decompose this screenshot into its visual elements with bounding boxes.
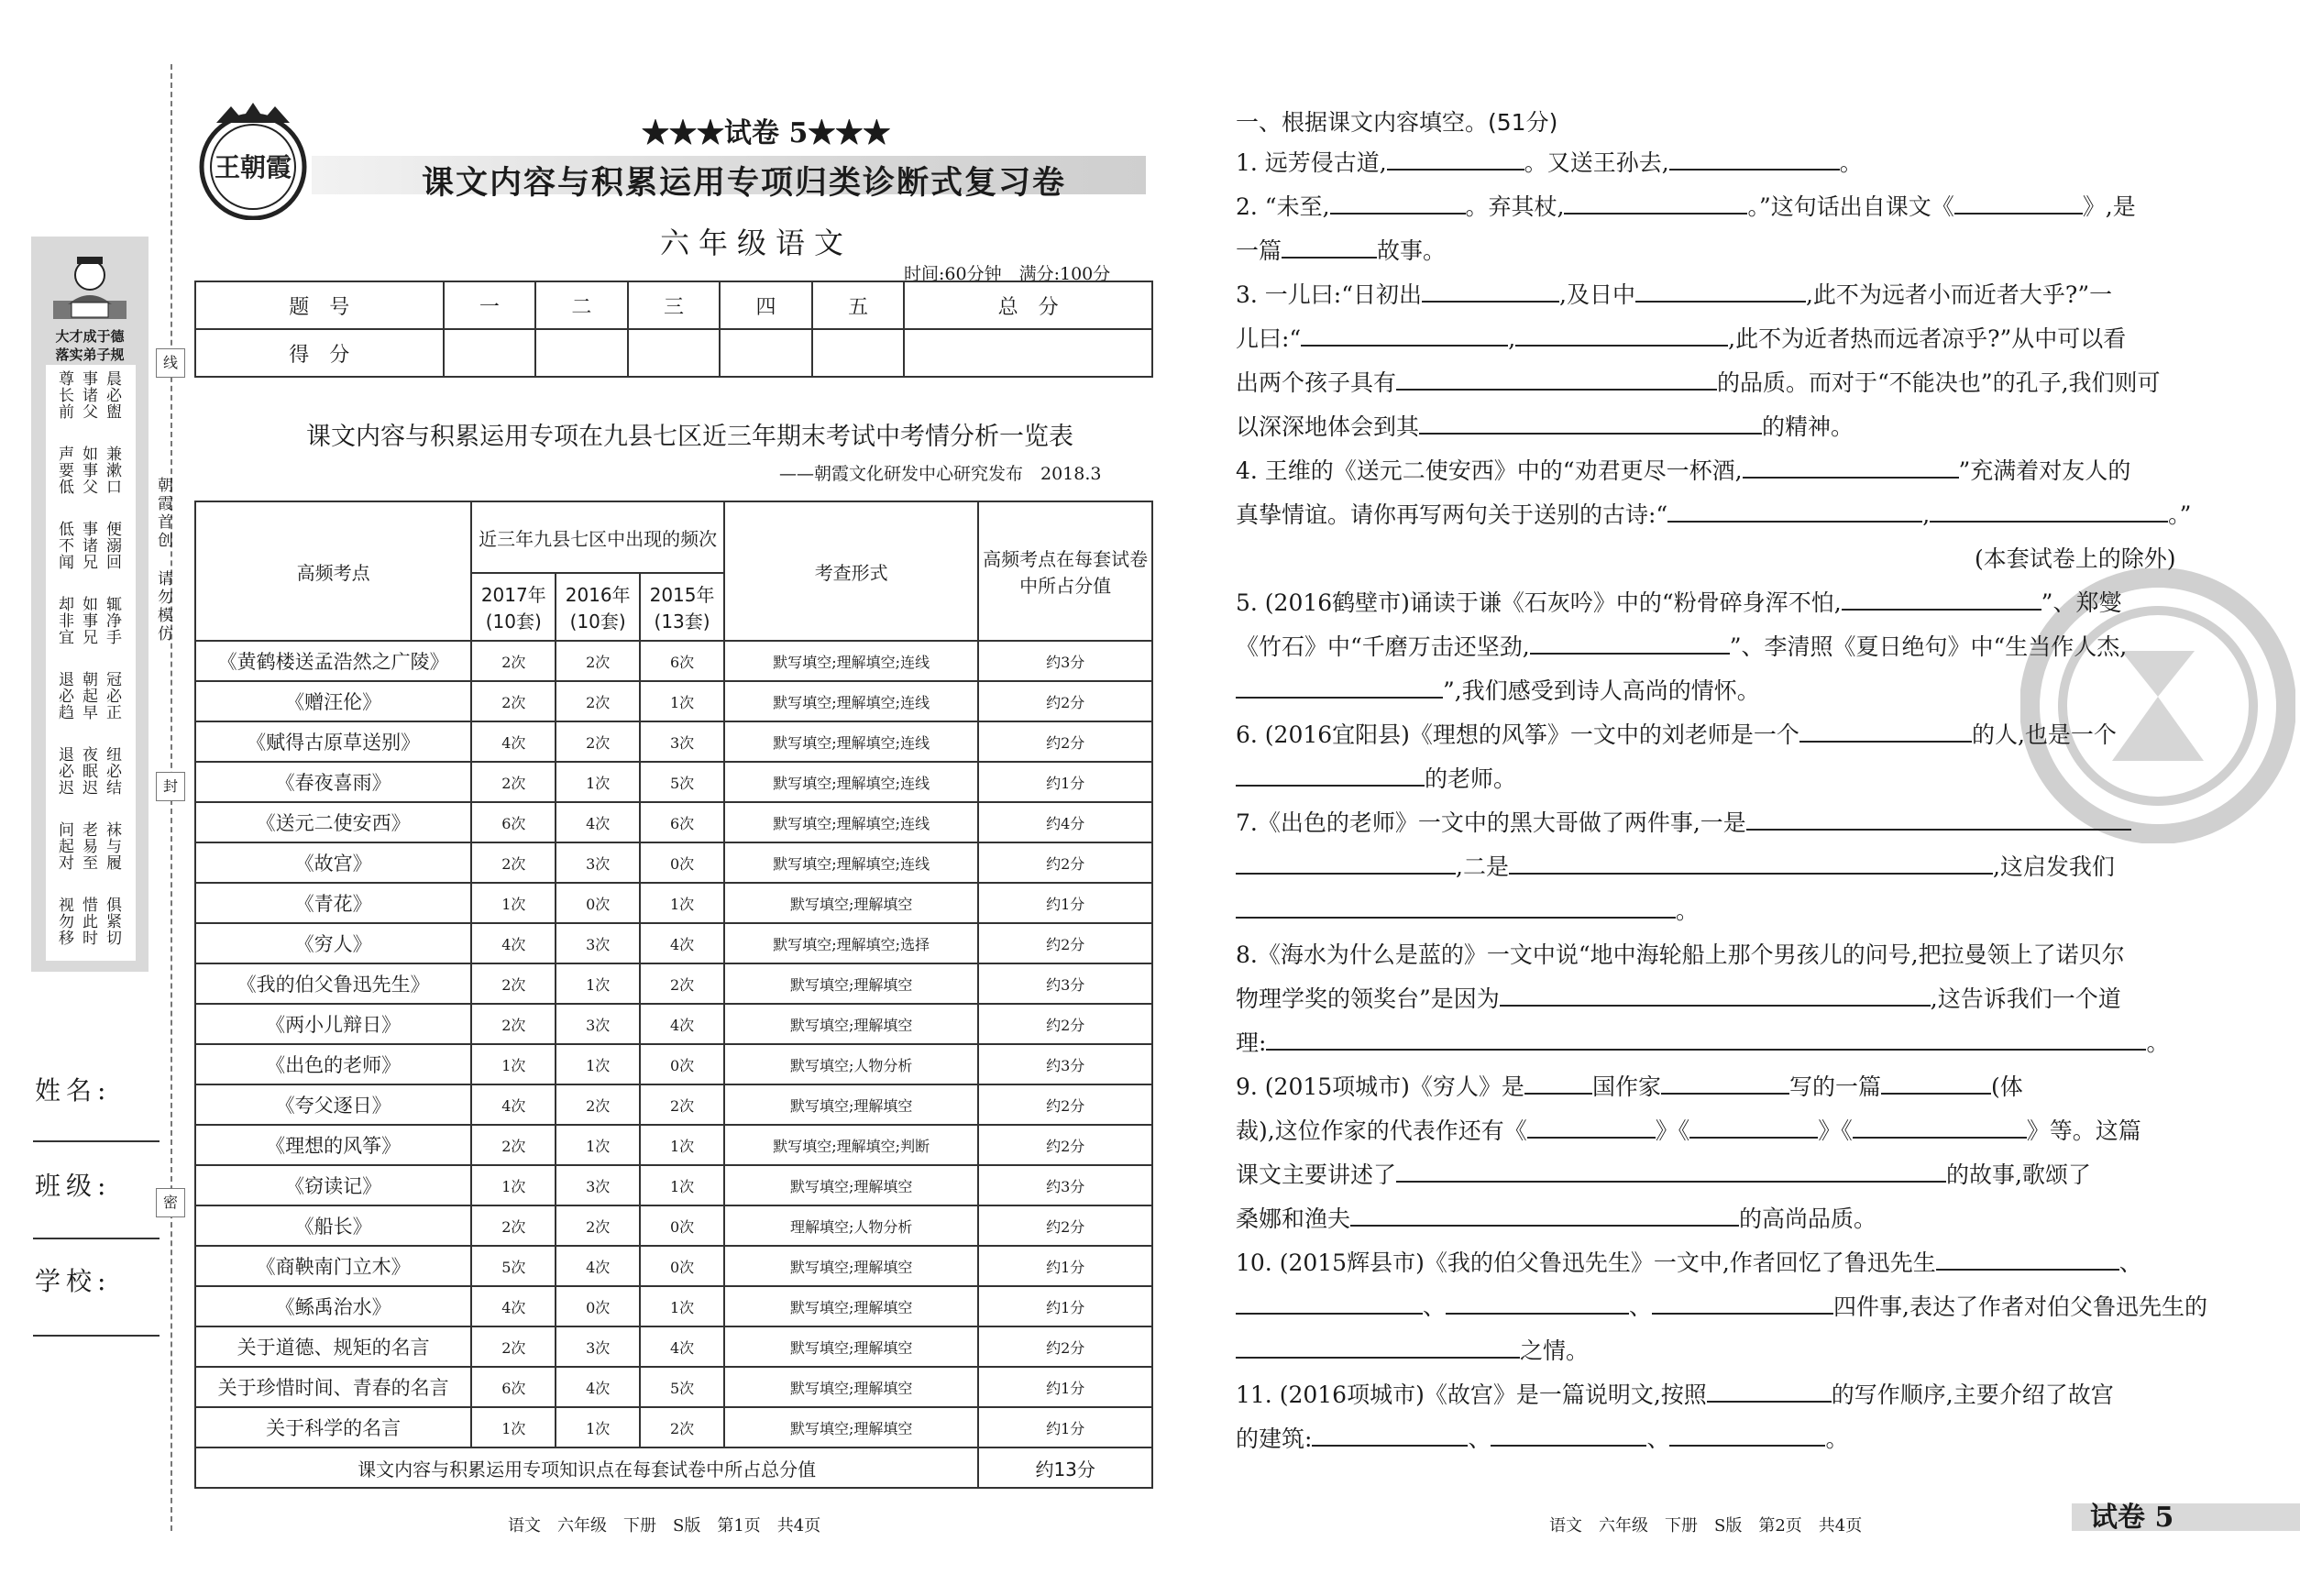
question-5-cont: 《竹石》中“千磨万击还坚劲, ”、李清照《夏日绝句》中“生当作人杰, — [1236, 625, 2127, 669]
count-2016-cell: 4次 — [556, 1246, 640, 1286]
topic-cell: 《商鞅南门立木》 — [195, 1246, 471, 1286]
count-2017-cell: 2次 — [471, 641, 556, 681]
count-2016-cell: 2次 — [556, 721, 640, 762]
topic-cell: 《黄鹤楼送孟浩然之广陵》 — [195, 641, 471, 681]
form-cell: 默写填空;理解填空;连线 — [724, 802, 978, 842]
score-cell: 约3分 — [978, 641, 1152, 681]
score-cell: 约1分 — [978, 1246, 1152, 1286]
form-cell: 默写填空;理解填空 — [724, 963, 978, 1004]
form-cell: 默写填空;理解填空 — [724, 1326, 978, 1367]
blank[interactable] — [1746, 805, 2131, 831]
copyright-note-2: 请勿模仿 — [154, 570, 172, 644]
score-header-cell: 四 — [720, 281, 812, 329]
blank[interactable] — [1500, 981, 1931, 1007]
question-6: 6. (2016宜阳县)《理想的风筝》一文中的刘老师是一个 的人,也是一个 — [1236, 713, 2117, 757]
count-2016-cell: 0次 — [556, 883, 640, 923]
form-cell: 默写填空;理解填空 — [724, 1286, 978, 1326]
table-row — [195, 641, 1152, 681]
count-2015-cell: 5次 — [640, 1367, 724, 1407]
rule-col: 俱紧切 — [103, 897, 121, 946]
score-cell: 约1分 — [978, 1407, 1152, 1447]
question-4: 4. 王维的《送元二使安西》中的“劝君更尽一杯酒, ”充满着对友人的 — [1236, 449, 2130, 493]
question-11-cont: 的建筑: 、 、 。 — [1236, 1417, 1848, 1461]
score-cell: 约4分 — [978, 802, 1152, 842]
table-row — [195, 1044, 1152, 1084]
question-4-note: (本套试卷上的除外) — [1975, 545, 2176, 572]
count-2017-cell: 6次 — [471, 1367, 556, 1407]
count-2017-cell: 4次 — [471, 1286, 556, 1326]
blank[interactable] — [1524, 1069, 1592, 1095]
rule-col: 退必趋 — [55, 671, 73, 721]
rule-col: 声要低 — [55, 446, 73, 495]
total-value: 约13分 — [978, 1447, 1152, 1488]
topic-cell: 《送元二使安西》 — [195, 802, 471, 842]
question-5-cont: ”,我们感受到诗人高尚的情怀。 — [1236, 669, 1760, 713]
question-7: 7.《出色的老师》一文中的黑大哥做了两件事,一是 — [1236, 801, 2131, 845]
count-2016-cell: 1次 — [556, 1044, 640, 1084]
class-field[interactable] — [33, 1238, 160, 1239]
table-row — [195, 762, 1152, 802]
form-cell: 默写填空;理解填空 — [724, 1407, 978, 1447]
page-title: 课文内容与积累运用专项归类诊断式复习卷 — [422, 165, 1067, 202]
topic-cell: 关于科学的名言 — [195, 1407, 471, 1447]
blank[interactable] — [1236, 1333, 1520, 1359]
question-3-cont: 出两个孩子具有 的品质。而对于“不能决也”的孔子,我们则可 — [1236, 361, 2161, 405]
topic-cell: 《夸父逐日》 — [195, 1084, 471, 1125]
topic-cell: 《赠汪伦》 — [195, 681, 471, 721]
topic-cell: 《船长》 — [195, 1205, 471, 1246]
blank[interactable] — [1930, 497, 2168, 523]
blank[interactable] — [1301, 321, 1508, 347]
form-cell: 默写填空;理解填空 — [724, 1084, 978, 1125]
count-2016-cell: 1次 — [556, 762, 640, 802]
count-2016-cell: 4次 — [556, 1367, 640, 1407]
brand-logo — [194, 103, 312, 220]
table-row — [195, 1407, 1152, 1447]
form-cell: 默写填空;理解填空;连线 — [724, 681, 978, 721]
count-2017-cell: 2次 — [471, 1326, 556, 1367]
table-row — [195, 681, 1152, 721]
col-header-score: 高频考点在每套试卷中所占分值 — [978, 501, 1152, 641]
rule-col: 惜此时 — [79, 897, 97, 946]
col-header-form: 考查形式 — [724, 501, 978, 641]
score-cell[interactable] — [812, 329, 905, 377]
rule-col: 袜与履 — [103, 821, 121, 871]
question-8-cont: 物理学奖的领奖台”是因为 ,这告诉我们一个道 — [1236, 977, 2121, 1021]
blank[interactable] — [1396, 1157, 1946, 1183]
blank[interactable] — [1743, 453, 1959, 479]
school-field[interactable] — [33, 1335, 160, 1337]
blank[interactable] — [1396, 365, 1717, 391]
blank[interactable] — [1661, 1069, 1789, 1095]
score-cell: 约1分 — [978, 1367, 1152, 1407]
topic-cell: 《故宫》 — [195, 842, 471, 883]
rules-box — [46, 365, 136, 961]
blank[interactable] — [1669, 145, 1840, 171]
topic-cell: 《春夜喜雨》 — [195, 762, 471, 802]
blank[interactable] — [1530, 629, 1730, 655]
table-row — [195, 1286, 1152, 1326]
question-10-cont: 之情。 — [1236, 1329, 1589, 1373]
count-2017-cell: 1次 — [471, 1044, 556, 1084]
blank[interactable] — [1799, 717, 1972, 743]
col-header-topic: 高频考点 — [195, 501, 471, 641]
count-2017-cell: 2次 — [471, 1125, 556, 1165]
count-2017-cell: 5次 — [471, 1246, 556, 1286]
blank[interactable] — [1350, 1201, 1739, 1227]
score-cell[interactable] — [720, 329, 812, 377]
topic-cell: 《理想的风筝》 — [195, 1125, 471, 1165]
count-2016-cell: 3次 — [556, 1165, 640, 1205]
rule-col: 问起对 — [55, 821, 73, 871]
question-8: 8.《海水为什么是蓝的》一文中说“地中海轮船上那个男孩儿的问号,把拉曼领上了诺贝尔 — [1236, 941, 2125, 968]
blank[interactable] — [1669, 1421, 1825, 1447]
score-cell: 约1分 — [978, 762, 1152, 802]
col-header-frequency: 近三年九县七区中出现的频次 — [471, 501, 724, 573]
analysis-publisher: ——朝霞文化研发中心研究发布 2018.3 — [779, 464, 1102, 484]
count-2015-cell: 3次 — [640, 721, 724, 762]
blank[interactable] — [1236, 673, 1443, 699]
count-2016-cell: 1次 — [556, 1125, 640, 1165]
fold-tag-seal: 封 — [156, 772, 185, 801]
name-label: 姓名: — [35, 1075, 112, 1106]
count-2015-cell: 5次 — [640, 762, 724, 802]
blank[interactable] — [1954, 189, 2083, 215]
table-row — [195, 883, 1152, 923]
question-10-cont: 、 、 四件事,表达了作者对伯父鲁迅先生的 — [1236, 1285, 2207, 1329]
blank[interactable] — [1236, 849, 1456, 875]
footer-right: 语文 六年级 下册 S版 第2页 共4页 — [1549, 1516, 1863, 1535]
question-2-cont: 一篇 故事。 — [1236, 229, 1446, 273]
blank[interactable] — [1652, 1289, 1833, 1315]
topic-cell: 《出色的老师》 — [195, 1044, 471, 1084]
score-cell: 约2分 — [978, 923, 1152, 963]
count-2017-cell: 1次 — [471, 1407, 556, 1447]
topic-cell: 《赋得古原草送别》 — [195, 721, 471, 762]
form-cell: 默写填空;理解填空 — [724, 883, 978, 923]
question-9: 9. (2015项城市)《穷人》是 国作家 写的一篇 (体 — [1236, 1065, 2023, 1109]
motto-line-1: 大才成于德 — [55, 328, 125, 345]
analysis-table — [194, 501, 1153, 1489]
blank[interactable] — [1491, 1421, 1646, 1447]
motto-line-2: 落实弟子规 — [55, 347, 125, 363]
score-cell: 约2分 — [978, 1205, 1152, 1246]
table-row — [195, 963, 1152, 1004]
count-2016-cell: 2次 — [556, 641, 640, 681]
count-2015-cell: 0次 — [640, 1246, 724, 1286]
total-label: 课文内容与积累运用专项知识点在每套试卷中所占总分值 — [195, 1447, 978, 1488]
grade-subject: 六年级语文 — [660, 226, 853, 260]
count-2016-cell: 3次 — [556, 842, 640, 883]
count-2016-cell: 2次 — [556, 1084, 640, 1125]
rule-col: 便溺回 — [103, 521, 121, 570]
score-table — [194, 281, 1153, 378]
rule-col: 低不闻 — [55, 521, 73, 570]
rule-col: 纽必结 — [103, 746, 121, 796]
blank[interactable] — [1527, 1113, 1656, 1139]
table-row — [195, 1205, 1152, 1246]
blank[interactable] — [1236, 1289, 1423, 1315]
score-cell: 约2分 — [978, 1084, 1152, 1125]
topic-cell: 《两小儿辩日》 — [195, 1004, 471, 1044]
question-10: 10. (2015辉县市)《我的伯父鲁迅先生》一文中,作者回忆了鲁迅先生 、 — [1236, 1241, 2142, 1285]
count-2016-cell: 1次 — [556, 1407, 640, 1447]
table-row — [195, 1165, 1152, 1205]
question-6-cont: 的老师。 — [1236, 757, 1516, 801]
score-cell: 约2分 — [978, 1004, 1152, 1044]
count-2015-cell: 1次 — [640, 1125, 724, 1165]
count-2017-cell: 1次 — [471, 883, 556, 923]
count-2016-cell: 2次 — [556, 1205, 640, 1246]
analysis-table-title: 课文内容与积累运用专项在九县七区近三年期末考试中考情分析一览表 — [306, 423, 1073, 451]
rule-col: 视勿移 — [55, 897, 73, 946]
count-2016-cell: 2次 — [556, 681, 640, 721]
question-1: 1. 远芳侵古道, 。又送王孙去, 。 — [1236, 141, 1863, 185]
count-2017-cell: 2次 — [471, 842, 556, 883]
question-3: 3. 一儿曰:“日初出 ,及日中 ,此不为远者小而近者大乎?”一 — [1236, 273, 2112, 317]
topic-cell: 《青花》 — [195, 883, 471, 923]
score-row-label: 得 分 — [195, 329, 444, 377]
fold-tag-seal: 密 — [156, 1188, 185, 1217]
blank[interactable] — [1515, 321, 1728, 347]
form-cell: 默写填空;人物分析 — [724, 1044, 978, 1084]
rule-col: 辄净手 — [103, 596, 121, 645]
form-cell: 理解填空;人物分析 — [724, 1205, 978, 1246]
count-2017-cell: 4次 — [471, 721, 556, 762]
form-cell: 默写填空;理解填空;连线 — [724, 842, 978, 883]
question-9-cont: 裁),这位作家的代表作还有《 》《 》《 》等。这篇 — [1236, 1109, 2141, 1153]
question-7-cont: ,二是 ,这启发我们 — [1236, 845, 2115, 889]
blank[interactable] — [1881, 1069, 1991, 1095]
time-score-info: 时间:60分钟 满分:100分 — [904, 264, 1111, 284]
topic-cell: 《鲧禹治水》 — [195, 1286, 471, 1326]
count-2017-cell: 4次 — [471, 1084, 556, 1125]
blank[interactable] — [1422, 277, 1559, 303]
topic-cell: 《我的伯父鲁迅先生》 — [195, 963, 471, 1004]
question-9-cont: 桑娜和渔夫 的高尚品质。 — [1236, 1197, 1876, 1241]
name-field[interactable] — [33, 1140, 160, 1142]
topic-cell: 关于珍惜时间、青春的名言 — [195, 1367, 471, 1407]
table-row — [195, 923, 1152, 963]
count-2017-cell: 2次 — [471, 963, 556, 1004]
copyright-note-1: 朝霞首创 — [154, 477, 172, 550]
score-cell: 约1分 — [978, 1286, 1152, 1326]
count-2015-cell: 0次 — [640, 1044, 724, 1084]
count-2015-cell: 1次 — [640, 1286, 724, 1326]
score-header-cell: 二 — [535, 281, 628, 329]
count-2015-cell: 2次 — [640, 963, 724, 1004]
form-cell: 默写填空;理解填空;连线 — [724, 721, 978, 762]
score-cell: 约3分 — [978, 963, 1152, 1004]
blank[interactable] — [1853, 1113, 2027, 1139]
question-2: 2. “未至, 。弃其杖, 。”这句话出自课文《 》,是 — [1236, 185, 2136, 229]
count-2017-cell: 4次 — [471, 923, 556, 963]
rule-col: 如事父 — [79, 446, 97, 495]
blank[interactable] — [1707, 1377, 1832, 1403]
count-2015-cell: 1次 — [640, 1165, 724, 1205]
score-cell[interactable] — [628, 329, 721, 377]
question-7-cont: 。 — [1236, 889, 1699, 933]
question-9-cont: 课文主要讲述了 的故事,歌颂了 — [1236, 1153, 2091, 1197]
question-3-cont: 以深深地体会到其 的精神。 — [1236, 405, 1854, 449]
sidebar-rules-panel — [31, 237, 149, 972]
count-2016-cell: 4次 — [556, 802, 640, 842]
count-2016-cell: 3次 — [556, 1004, 640, 1044]
count-2017-cell: 2次 — [471, 1205, 556, 1246]
count-2015-cell: 1次 — [640, 681, 724, 721]
count-2015-cell: 4次 — [640, 923, 724, 963]
score-cell: 约2分 — [978, 721, 1152, 762]
rule-col: 却非宜 — [55, 596, 73, 645]
table-row — [195, 1125, 1152, 1165]
blank[interactable] — [1842, 585, 2041, 611]
count-2015-cell: 4次 — [640, 1004, 724, 1044]
blank[interactable] — [1936, 1245, 2119, 1271]
blank[interactable] — [1266, 1025, 2146, 1051]
question-5: 5. (2016鹤壁市)诵读于谦《石灰吟》中的“粉骨碎身浑不怕, ”、郑燮 — [1236, 581, 2121, 625]
table-row — [195, 842, 1152, 883]
table-row — [195, 1084, 1152, 1125]
rule-col: 尊长前 — [55, 370, 73, 420]
count-2017-cell: 2次 — [471, 1004, 556, 1044]
count-2015-cell: 0次 — [640, 842, 724, 883]
score-cell[interactable] — [535, 329, 628, 377]
blank[interactable] — [1689, 1113, 1818, 1139]
rule-col: 老易至 — [79, 821, 97, 871]
score-cell: 约3分 — [978, 1165, 1152, 1205]
count-2016-cell: 0次 — [556, 1286, 640, 1326]
rule-col: 夜眠迟 — [79, 746, 97, 796]
form-cell: 默写填空;理解填空 — [724, 1004, 978, 1044]
score-cell: 约2分 — [978, 842, 1152, 883]
blank[interactable] — [1419, 409, 1762, 435]
count-2015-cell: 6次 — [640, 641, 724, 681]
score-header-cell: 五 — [812, 281, 905, 329]
rule-col: 晨必盥 — [103, 370, 121, 420]
col-header-year: 2015年(13套) — [640, 573, 724, 641]
count-2017-cell: 2次 — [471, 681, 556, 721]
logo-text: 王朝霞 — [214, 152, 292, 182]
blank[interactable] — [1446, 1289, 1629, 1315]
form-cell: 默写填空;理解填空;连线 — [724, 762, 978, 802]
table-row — [195, 1367, 1152, 1407]
score-cell: 约3分 — [978, 1044, 1152, 1084]
col-header-year: 2016年(10套) — [556, 573, 640, 641]
col-header-year: 2017年(10套) — [471, 573, 556, 641]
count-2015-cell: 1次 — [640, 883, 724, 923]
form-cell: 默写填空;理解填空;判断 — [724, 1125, 978, 1165]
form-cell: 默写填空;理解填空;连线 — [724, 641, 978, 681]
count-2017-cell: 1次 — [471, 1165, 556, 1205]
class-label: 班级: — [35, 1171, 112, 1201]
score-header-cell: 题 号 — [195, 281, 444, 329]
score-cell: 约1分 — [978, 883, 1152, 923]
blank[interactable] — [1667, 497, 1922, 523]
form-cell: 默写填空;理解填空 — [724, 1367, 978, 1407]
count-2017-cell: 2次 — [471, 762, 556, 802]
rule-col: 如事兄 — [79, 596, 97, 645]
rule-col: 兼漱口 — [103, 446, 121, 495]
score-cell[interactable] — [904, 329, 1152, 377]
blank[interactable] — [1564, 189, 1747, 215]
question-4-cont: 真挚情谊。请你再写两句关于送别的古诗:“ , 。” — [1236, 493, 2191, 537]
topic-cell: 关于道德、规矩的名言 — [195, 1326, 471, 1367]
count-2017-cell: 6次 — [471, 802, 556, 842]
blank[interactable] — [1236, 761, 1425, 787]
score-cell: 约2分 — [978, 1125, 1152, 1165]
table-row — [195, 1246, 1152, 1286]
form-cell: 默写填空;理解填空;选择 — [724, 923, 978, 963]
form-cell: 默写填空;理解填空 — [724, 1165, 978, 1205]
blank[interactable] — [1387, 145, 1524, 171]
question-11: 11. (2016项城市)《故宫》是一篇说明文,按照 的写作顺序,主要介绍了故宫 — [1236, 1373, 2114, 1417]
blank[interactable] — [1282, 233, 1377, 259]
score-cell: 约2分 — [978, 681, 1152, 721]
score-header-cell: 一 — [444, 281, 536, 329]
blank[interactable] — [1330, 189, 1466, 215]
count-2015-cell: 0次 — [640, 1205, 724, 1246]
section-title: 一、根据课文内容填空。(51分) — [1236, 109, 1558, 136]
rule-col: 退必迟 — [55, 746, 73, 796]
table-row — [195, 721, 1152, 762]
topic-cell: 《穷人》 — [195, 923, 471, 963]
fold-tag-seal: 线 — [156, 348, 185, 378]
footer-left: 语文 六年级 下册 S版 第1页 共4页 — [508, 1516, 821, 1535]
paper-badge: 试卷 5 — [2090, 1502, 2174, 1534]
blank[interactable] — [1312, 1421, 1468, 1447]
count-2015-cell: 6次 — [640, 802, 724, 842]
score-cell: 约2分 — [978, 1326, 1152, 1367]
count-2015-cell: 4次 — [640, 1326, 724, 1367]
rule-col: 冠必正 — [103, 671, 121, 721]
topic-cell: 《窃读记》 — [195, 1165, 471, 1205]
table-row — [195, 1004, 1152, 1044]
score-cell[interactable] — [444, 329, 536, 377]
count-2015-cell: 2次 — [640, 1084, 724, 1125]
question-3-cont: 儿曰:“ , ,此不为近者热而远者凉乎?”从中可以看 — [1236, 317, 2126, 361]
blank[interactable] — [1509, 849, 1993, 875]
score-header-cell: 总 分 — [904, 281, 1152, 329]
count-2016-cell: 3次 — [556, 923, 640, 963]
school-label: 学校: — [35, 1266, 112, 1296]
scholar-illustration-icon — [50, 249, 130, 323]
rule-col: 朝起早 — [79, 671, 97, 721]
blank[interactable] — [1635, 277, 1806, 303]
table-row — [195, 1326, 1152, 1367]
form-cell: 默写填空;理解填空 — [724, 1246, 978, 1286]
count-2016-cell: 3次 — [556, 1326, 640, 1367]
count-2015-cell: 2次 — [640, 1407, 724, 1447]
rule-col: 事诸兄 — [79, 521, 97, 570]
rule-col: 事诸父 — [79, 370, 97, 420]
table-row — [195, 802, 1152, 842]
score-header-cell: 三 — [628, 281, 721, 329]
paper-number: ★★★试卷 5★★★ — [642, 117, 891, 149]
count-2016-cell: 1次 — [556, 963, 640, 1004]
question-8-cont: 理: 。 — [1236, 1021, 2169, 1065]
blank[interactable] — [1236, 893, 1676, 919]
